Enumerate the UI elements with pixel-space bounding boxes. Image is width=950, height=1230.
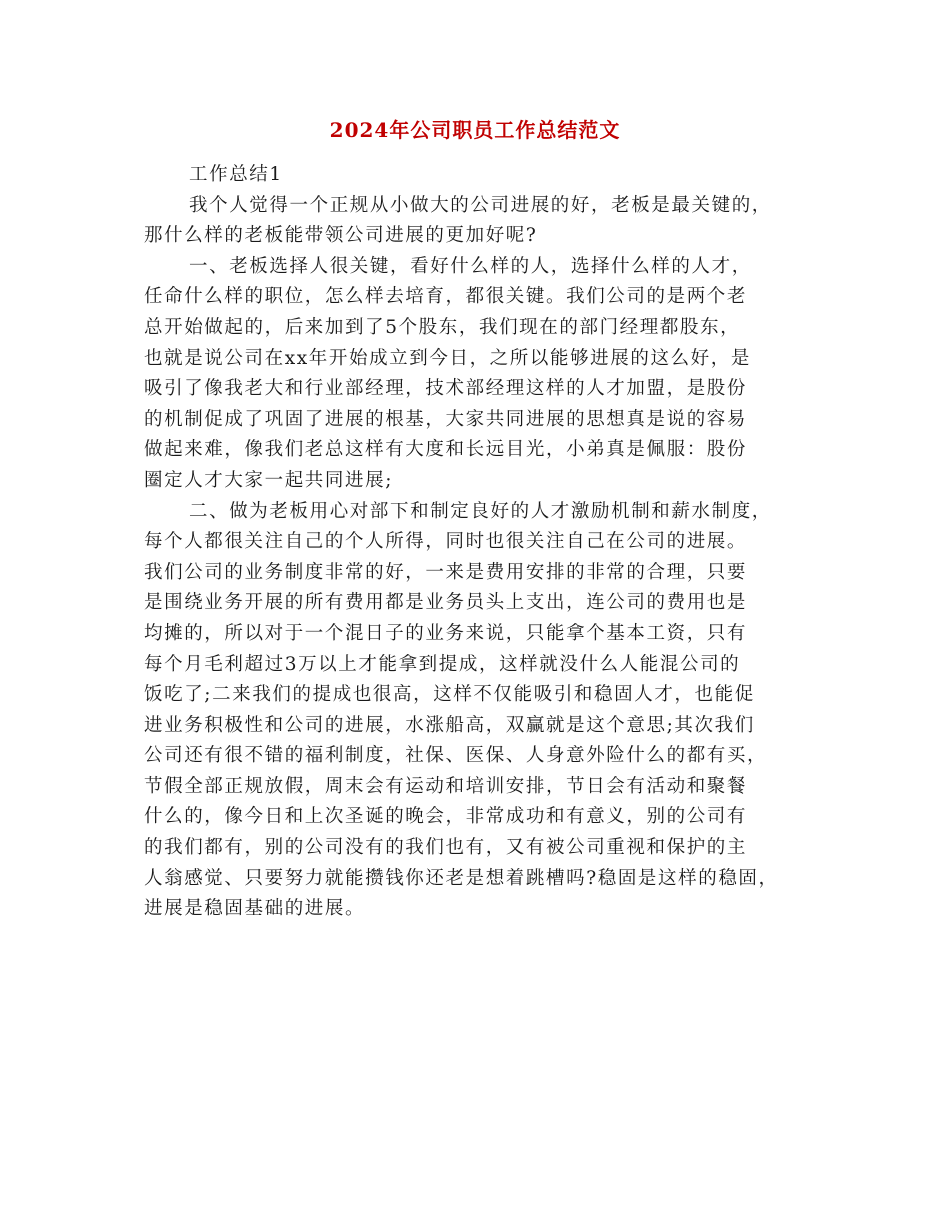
- text-line: 饭吃了;二来我们的提成也很高，这样不仅能吸引和稳固人才，也能促: [144, 684, 755, 706]
- text-line: 的我们都有，别的公司没有的我们也有，又有被公司重视和保护的主: [144, 837, 748, 859]
- text-line: 做起来难，像我们老总这样有大度和长远目光，小弟真是佩服：股份: [144, 439, 748, 461]
- text-line: 人翁感觉、只要努力就能攒钱你还老是想着跳槽吗?稳固是这样的稳固，: [144, 867, 779, 889]
- text-line: 一、老板选择人很关键，看好什么样的人，选择什么样的人才，: [189, 255, 752, 277]
- text-line: 每个人都很关注自己的个人所得，同时也很关注自己在公司的进展。: [144, 531, 748, 553]
- text-line: 公司还有很不错的福利制度，社保、医保、人身意外险什么的都有买，: [144, 745, 768, 767]
- text-line: 什么的，像今日和上次圣诞的晚会，非常成功和有意义，别的公司有: [144, 806, 748, 828]
- text-line: 任命什么样的职位，怎么样去培育，都很关键。我们公司的是两个老: [144, 286, 748, 308]
- text-line: 那什么样的老板能带领公司进展的更加好呢?: [144, 225, 538, 247]
- text-line: 二、做为老板用心对部下和制定良好的人才激励机制和薪水制度，: [189, 500, 772, 522]
- text-line: 工作总结1: [189, 164, 283, 185]
- document-title: 2024年公司职员工作总结范文: [329, 118, 621, 142]
- text-line: 吸引了像我老大和行业部经理，技术部经理这样的人才加盟，是股份: [144, 378, 748, 400]
- document-body: [144, 160, 824, 925]
- text-line: 总开始做起的，后来加到了5个股东，我们现在的部门经理都股东，: [144, 316, 741, 338]
- text-line: 圈定人才大家一起共同进展;: [144, 469, 394, 491]
- text-line: 我们公司的业务制度非常的好，一来是费用安排的非常的合理，只要: [144, 561, 748, 583]
- text-line: 也就是说公司在xx年开始成立到今日，之所以能够进展的这么好，是: [144, 347, 751, 369]
- text-line: 的机制促成了巩固了进展的根基，大家共同进展的思想真是说的容易: [144, 408, 748, 430]
- text-line: 我个人觉得一个正规从小做大的公司进展的好，老板是最关键的，: [189, 194, 772, 216]
- text-line: 均摊的，所以对于一个混日子的业务来说，只能拿个基本工资，只有: [144, 622, 748, 644]
- text-line: 是围绕业务开展的所有费用都是业务员头上支出，连公司的费用也是: [144, 592, 748, 614]
- text-line: 节假全部正规放假，周末会有运动和培训安排，节日会有活动和聚餐: [144, 775, 748, 797]
- text-line: 进业务积极性和公司的进展，水涨船高，双赢就是这个意思;其次我们: [144, 714, 755, 736]
- text-line: 每个月毛利超过3万以上才能拿到提成，这样就没什么人能混公司的: [144, 653, 741, 675]
- text-line: 进展是稳固基础的进展。: [144, 898, 366, 920]
